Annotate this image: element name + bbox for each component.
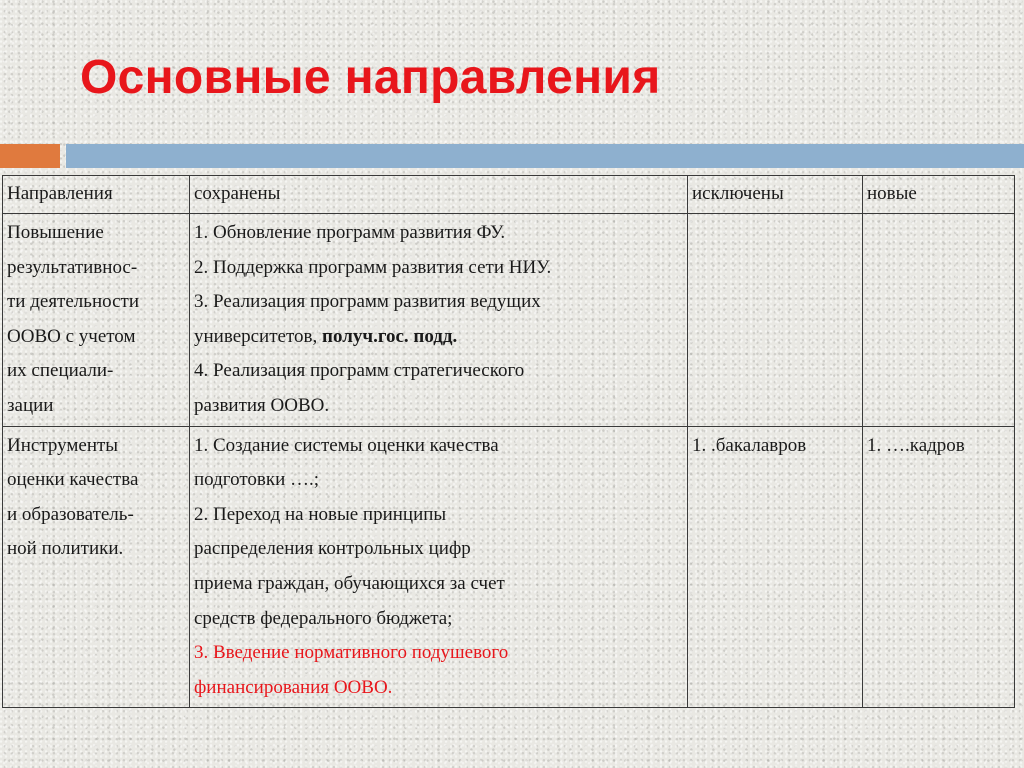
direction-line: ти деятельности: [7, 291, 139, 313]
header-new: новые: [863, 176, 1015, 214]
header-excluded: исключены: [688, 176, 863, 214]
direction-line: результативнос-: [7, 256, 138, 278]
cell-direction: [3, 214, 190, 427]
cell-kept: [190, 214, 688, 427]
header-directions: Направления: [3, 176, 190, 214]
direction-line: ной политики.: [7, 538, 124, 560]
kept-line: 1. Создание системы оценки качества: [194, 434, 499, 456]
kept-line: 2. Поддержка программ развития сети НИУ.: [194, 256, 552, 278]
cell-direction: [3, 426, 190, 708]
directions-table: [2, 175, 1015, 708]
direction-line: и образователь-: [7, 503, 134, 525]
direction-line: Инструменты: [7, 434, 119, 456]
accent-bar-orange: [0, 144, 60, 168]
kept-line: 2. Переход на новые принципы: [194, 503, 447, 525]
kept-bold-suffix: получ.гос. подд.: [322, 325, 458, 347]
table-header-row: [3, 176, 1015, 214]
direction-line: Повышение: [7, 222, 104, 243]
cell-new: 1. ….кадров: [863, 426, 1015, 708]
cell-kept: [190, 426, 688, 708]
kept-line: 4. Реализация программ стратегического: [194, 360, 525, 382]
table-row: [3, 426, 1015, 708]
kept-line-highlighted: 3. Введение нормативного подушевого: [194, 642, 509, 664]
kept-line-with-bold: [194, 320, 683, 355]
kept-line-text: университетов,: [194, 325, 322, 347]
direction-line: зации: [7, 394, 54, 416]
kept-line: распределения контрольных цифр: [194, 538, 471, 560]
table-row: [3, 214, 1015, 427]
slide-title: Основные направления: [80, 51, 661, 104]
direction-line: их специали-: [7, 360, 114, 382]
kept-line: средств федерального бюджета;: [194, 607, 453, 629]
direction-line: оценки качества: [7, 469, 139, 491]
kept-line: приема граждан, обучающихся за счет: [194, 572, 505, 594]
cell-excluded: 1. .бакалавров: [688, 426, 863, 708]
kept-line-highlighted: финансирования ООВО.: [194, 676, 393, 698]
cell-excluded: [688, 214, 863, 427]
kept-line: развития ООВО.: [194, 394, 330, 416]
header-kept: сохранены: [190, 176, 688, 214]
accent-bar-blue: [66, 144, 1024, 168]
kept-line: 3. Реализация программ развития ведущих: [194, 291, 541, 313]
cell-new: [863, 214, 1015, 427]
kept-line: 1. Обновление программ развития ФУ.: [194, 222, 506, 243]
kept-line: подготовки ….;: [194, 469, 320, 491]
direction-line: ООВО с учетом: [7, 325, 136, 347]
